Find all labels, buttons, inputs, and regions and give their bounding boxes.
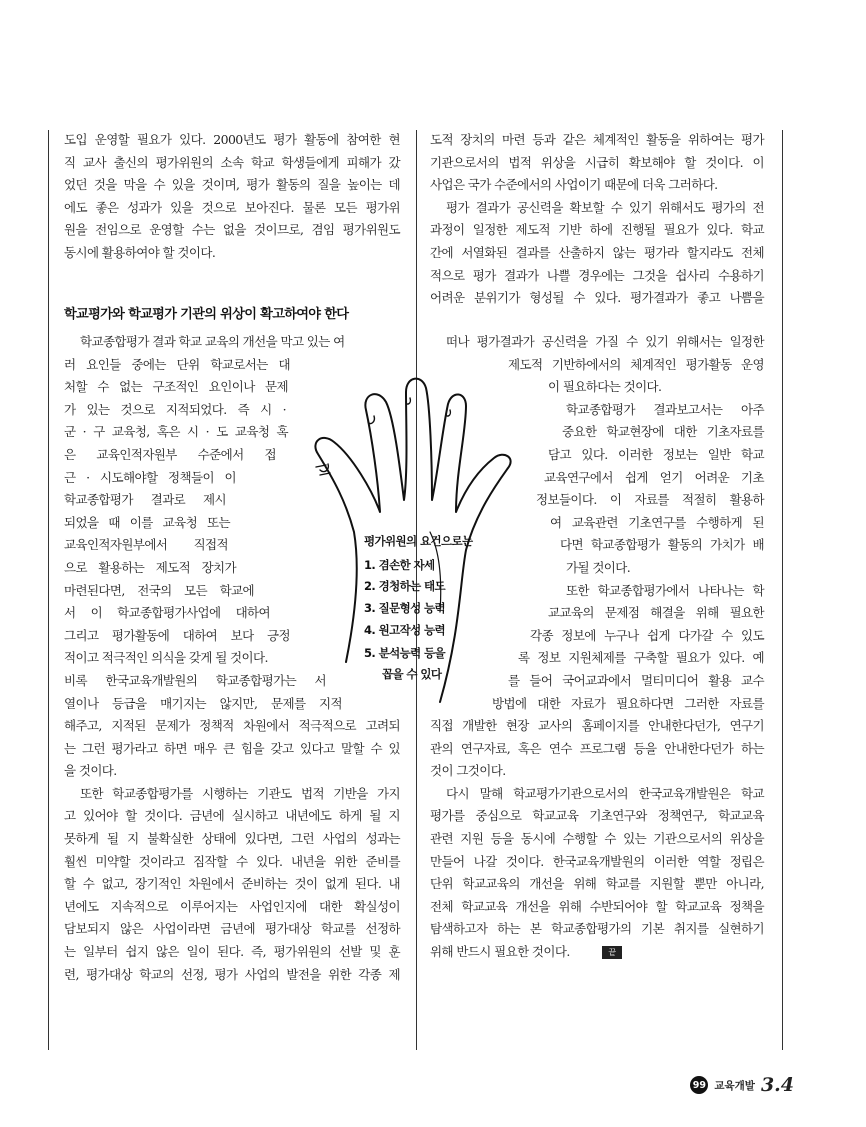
text-line: 원을 전임으로 운영할 수는 없을 것이므로, 겸임 평가위원도 [64, 222, 400, 238]
text-line: 것이 그것이다. [430, 763, 506, 779]
text-line: 련, 평가대상 학교의 선정, 평가 사업의 발전을 위한 각종 제 [64, 966, 400, 982]
inset-item: 5. 분석능력 등을 [364, 646, 446, 660]
text-line: 할 수 없고, 장기적인 차원에서 준비하는 것이 없게 된다. 내 [64, 876, 400, 892]
text-line: 간에 서열화된 결과를 산출하지 않는 평가라 할지라도 전체 [430, 245, 764, 260]
page-footer [690, 1074, 794, 1096]
text-line: 년에도 지속적으로 이루어지는 사업인지에 대한 확실성이 [64, 898, 400, 914]
text-line: 담고 있다. 이러한 정보는 일반 학교 [548, 447, 764, 462]
text-line: 다시 말해 학교평가기관으로서의 한국교육개발원은 학교 [446, 785, 764, 801]
text-line: 기관으로서의 법적 위상을 시급히 확보해야 할 것이다. 이 [430, 154, 764, 170]
text-line: 방법에 대한 자료가 필요하다면 그러한 자료를 [492, 695, 764, 711]
text-line: 을 것이다. [64, 763, 117, 779]
text-line: 마련된다면, 전국의 모든 학교에 [64, 582, 254, 598]
text-line: 적으로 평가 결과가 나쁠 경우에는 그것을 쉽사리 수용하기 [430, 267, 764, 283]
text-line: 서 이 학교종합평가사업에 대하여 [64, 605, 270, 621]
text-line: 도적 장치의 마련 등과 같은 체계적인 활동을 위하여는 평가 [430, 132, 764, 147]
text-line: 고 있어야 할 것이다. 금년에 실시하고 내년에도 하게 될 지 [64, 808, 400, 824]
right-margin-rule [782, 130, 783, 1050]
text-line: 를 들어 국어교과에서 멀티미디어 활용 교수 [508, 673, 764, 688]
text-line: 중요한 학교현장에 대한 기초자료를 [562, 424, 764, 440]
text-line: 해주고, 지적된 문제가 정책적 차원에서 적극적으로 고려되 [64, 718, 400, 733]
text-line: 었던 것을 막을 수 있을 것이며, 평가 활동의 질을 높이는 데 [64, 177, 400, 193]
text-line: 전체 학교교육 개선을 위해 수반되어야 할 학교교육 정책을 [430, 898, 764, 914]
text-line: 만들어 나갈 것이다. 한국교육개발원의 이러한 역할 정립은 [430, 853, 764, 869]
text-line: 사업은 국가 수준에서의 사업이기 때문에 더욱 그러하다. [430, 177, 718, 193]
text-line: 단위 학교교육의 개선을 위해 학교를 지원할 뿐만 아니라, [430, 876, 764, 892]
magazine-name: 교육개발 [714, 1079, 755, 1092]
text-line: 되었을 때 이를 교육청 또는 [64, 514, 230, 530]
text-line: 정보들이다. 이 자료를 적절히 활용하 [536, 492, 764, 508]
text-line: 열이나 등급을 매기지는 않지만, 문제를 지적 [64, 695, 342, 711]
section-heading: 학교평가와 학교평가 기관의 위상이 확고하여야 한다 [64, 307, 349, 322]
text-line: 과정이 일정한 제도적 기반 하에 진행될 필요가 있다. 학교 [430, 222, 764, 238]
text-line: 여 교육관련 기초연구를 수행하게 된 [550, 514, 764, 530]
text-line: 학교종합평가 결과 학교 교육의 개선을 막고 있는 여 [80, 334, 345, 349]
text-line: 직 교사 출신의 평가위원의 소속 학교 학생들에게 피해가 갔 [64, 154, 400, 170]
inset-item: 1. 겸손한 자세 [364, 558, 435, 572]
text-line: 위해 반드시 필요한 것이다. [430, 944, 570, 959]
text-line: 평가를 중심으로 학교교육 기초연구와 정책연구, 학교교육 [430, 808, 764, 824]
text-line: 처할 수 없는 구조적인 요인이나 문제 [64, 379, 288, 395]
text-line: 군 · 구 교육청, 혹은 시 · 도 교육청 혹 [64, 424, 288, 440]
text-line: 도입 운영할 필요가 있다. 2000년도 평가 활동에 참여한 현 [64, 132, 400, 147]
text-line: 으로 활용하는 제도적 장치가 [64, 560, 236, 575]
text-line: 어려운 분위기가 형성될 수 있다. 평가결과가 좋고 나쁨을 [430, 290, 764, 306]
left-margin-rule [48, 130, 49, 1050]
text-line: 교육인적자원부에서 직접적 [64, 537, 228, 553]
text-line: 근 · 시도해야할 정책들이 이 [64, 469, 236, 485]
text-line: 관의 연구자료, 혹은 연수 프로그램 등을 안내한다던가 하는 [430, 740, 764, 756]
text-line: 는 일부터 쉽지 않은 일이 된다. 즉, 평가위원의 선발 및 훈 [64, 944, 400, 959]
inset-item: 3. 질문형성 능력 [364, 601, 446, 615]
text-line: 가될 것이다. [566, 560, 631, 575]
text-line: 에도 좋은 성과가 있을 것으로 보아진다. 물론 모든 평가위 [64, 199, 400, 215]
text-line: 평가 결과가 공신력을 확보할 수 있기 위해서도 평가의 전 [446, 199, 764, 215]
text-line: 떠나 평가결과가 공신력을 가질 수 있기 위해서는 일정한 [446, 334, 764, 349]
inset-item: 꼽을 수 있다 [382, 667, 442, 681]
text-line: 는 그런 평가라고 하면 매우 큰 힘을 갖고 있다고 말할 수 있 [64, 740, 400, 756]
page-number: 99 [690, 1076, 708, 1094]
text-line: 탐색하고자 하는 본 학교종합평가의 기본 취지를 실현하기 [430, 921, 764, 937]
text-line: 담보되지 않은 사업이라면 금년에 평가대상 학교를 선정하 [64, 921, 400, 937]
issue-number: 3.4 [760, 1074, 794, 1096]
text-line: 학교종합평가 결과로 제시 [64, 492, 226, 508]
inset-title: 평가위원의 요건으로는 [364, 534, 473, 548]
text-line: 록 정보 지원체제를 구축할 필요가 있다. 예 [518, 650, 764, 666]
text-line: 직접 개발한 현장 교사의 홈페이지를 안내한다던가, 연구기 [430, 718, 764, 733]
text-line: 학교종합평가 결과보고서는 아주 [566, 401, 764, 417]
text-line: 이 필요하다는 것이다. [548, 379, 662, 395]
text-line: 동시에 활용하여야 할 것이다. [64, 245, 216, 260]
text-line: 제도적 기반하에서의 체계적인 평가활동 운영 [508, 356, 764, 372]
text-line: 적이고 적극적인 의식을 갖게 될 것이다. [64, 650, 268, 666]
text-line: 러 요인들 중에는 단위 학교로서는 대 [64, 356, 290, 372]
end-mark-icon: 끝 [602, 946, 622, 959]
text-line: 또한 학교종합평가를 시행하는 기관도 법적 기반을 가지 [80, 785, 400, 801]
text-line: 각종 정보에 누구나 쉽게 다가갈 수 있도 [530, 627, 764, 643]
text-line: 훨씬 미약할 것이라고 짐작할 수 있다. 내년을 위한 준비를 [64, 853, 400, 869]
text-line: 관련 지원 등을 동시에 수행할 수 있는 기관으로서의 위상을 [430, 831, 764, 846]
inset-item: 4. 원고작성 능력 [364, 623, 446, 637]
text-line: 교교육의 문제점 해결을 위해 필요한 [548, 605, 764, 621]
text-line: 그리고 평가활동에 대하여 보다 긍정 [64, 627, 290, 643]
text-line: 다면 학교종합평가 활동의 가치가 배 [560, 537, 764, 553]
text-line: 은 교육인적자원부 수준에서 접 [64, 447, 276, 462]
inset-item: 2. 경청하는 태도 [364, 579, 446, 593]
text-line: 못하게 될 지 불확실한 상태에 있다면, 그런 사업의 성과는 [64, 831, 400, 846]
text-line: 또한 학교종합평가에서 나타나는 학 [566, 582, 764, 598]
text-line: 가 있는 것으로 지적되었다. 즉 시 · [64, 401, 286, 417]
text-line: 교육연구에서 쉽게 얻기 어려운 기초 [544, 469, 764, 485]
text-line: 비록 한국교육개발원의 학교종합평가는 서 [64, 673, 326, 688]
